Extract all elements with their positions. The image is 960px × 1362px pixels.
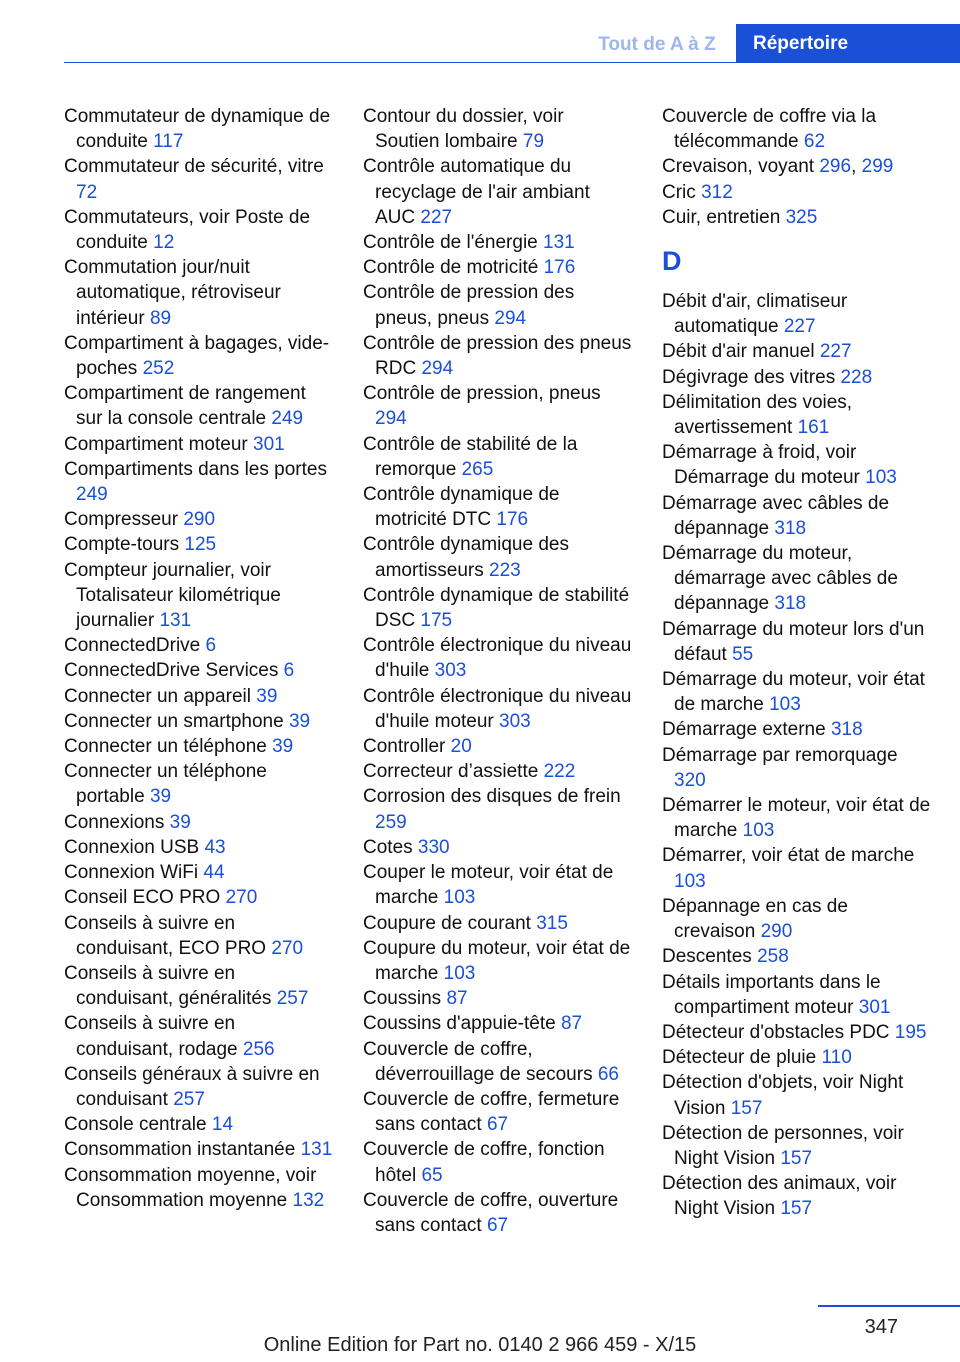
index-term: Détecteur d'obstacles PDC [662, 1021, 890, 1043]
index-term: Compteur journalier, voir Totalisateur kilométrique journalier [64, 559, 281, 632]
index-entry [64, 255, 334, 331]
index-term: Connexion USB [64, 836, 200, 858]
index-entry [64, 734, 334, 759]
index-term: ConnectedDrive [64, 635, 201, 657]
index-term: Détection de personnes, voir Night Vision [662, 1122, 904, 1169]
page-link[interactable]: 318 [774, 593, 807, 615]
page-link[interactable]: 290 [183, 509, 216, 531]
page-link[interactable]: 39 [149, 786, 172, 808]
page-link[interactable]: 227 [783, 316, 816, 338]
page-link[interactable]: 43 [204, 836, 226, 858]
index-entry [363, 860, 633, 910]
index-term: Connexions [64, 811, 165, 833]
index-entry [662, 365, 932, 390]
index-entry [64, 205, 334, 255]
page-link[interactable]: 131 [543, 232, 575, 254]
page-link[interactable]: 157 [730, 1097, 763, 1119]
page-link[interactable]: 290 [760, 921, 793, 943]
index-entry [662, 1070, 932, 1120]
page-link[interactable]: 157 [780, 1147, 813, 1169]
index-term: Démarrage du moteur, démarrage avec câbles de dépannage [662, 543, 898, 615]
index-entry [662, 1045, 932, 1070]
page-link[interactable]: 14 [211, 1114, 234, 1136]
index-entry [64, 532, 334, 557]
index-term: Dégivrage des vitres [662, 366, 836, 388]
index-term: Correcteur d’assiette [363, 761, 539, 783]
index-entry [662, 970, 932, 1020]
index-entry [363, 381, 633, 431]
index-term: Crevaison, voyant [662, 156, 815, 178]
page-link[interactable]: 6 [205, 635, 217, 657]
index-entry [363, 784, 633, 834]
index-entry [64, 684, 334, 709]
page-link[interactable]: 299 [861, 156, 894, 178]
index-term: Contrôle électronique du niveau d'huile moteur [363, 685, 632, 732]
index-entry [363, 1137, 633, 1187]
index-term: Contrôle de motricité [363, 257, 539, 279]
index-term: Coupure du moteur, voir état de marche [363, 937, 631, 984]
index-term: Commutateurs, voir Poste de conduite [64, 206, 311, 254]
index-entry [363, 1037, 633, 1087]
index-term: Contrôle dynamique des amortisseurs [363, 534, 569, 581]
index-term: Délimitation des voies, avertissement [662, 391, 853, 439]
index-term: Contrôle dynamique de stabilité DSC [363, 584, 630, 632]
index-entry [662, 104, 932, 154]
page-number: 347 [864, 1316, 898, 1338]
page-link[interactable]: 65 [421, 1164, 443, 1186]
page-link[interactable]: 79 [522, 131, 545, 153]
page-link[interactable]: 67 [486, 1114, 509, 1136]
index-term: Conseils généraux à suivre en conduisant [64, 1063, 320, 1110]
index-term: Démarrage à froid, voir Démarrage du moteur [662, 442, 860, 489]
index-term: Contrôle de stabilité de la remorque [363, 433, 578, 480]
index-term: Contour du dossier, voir Soutien lombaire [363, 106, 564, 153]
index-term: Corrosion des disques de frein [363, 786, 621, 808]
index-entry [363, 1188, 633, 1238]
page-link[interactable]: 195 [894, 1021, 927, 1043]
page-link[interactable]: 103 [865, 467, 897, 489]
page-link[interactable]: 66 [597, 1063, 619, 1085]
index-term: Conseils à suivre en conduisant, généralités [64, 962, 272, 1010]
index-term: Démarrage avec câbles de dépannage [662, 492, 890, 539]
page-link[interactable]: 131 [300, 1139, 333, 1161]
page-link[interactable]: 176 [543, 257, 576, 279]
section-letter: D [662, 246, 682, 277]
index-entry [64, 1163, 334, 1213]
index-entry [64, 381, 334, 431]
index-term: Détecteur de pluie [662, 1047, 817, 1069]
index-term: Débit d'air, climatiseur automatique [662, 291, 848, 338]
index-entry [363, 734, 633, 759]
tab-tout-de-a-a-z[interactable]: Tout de A à Z [598, 34, 716, 55]
page-link[interactable]: 39 [169, 811, 191, 833]
index-column-1 [64, 104, 334, 1213]
page-link[interactable]: 125 [184, 534, 217, 556]
page-link[interactable]: 315 [536, 912, 568, 934]
index-term: Détection d'objets, voir Night Vision [662, 1072, 904, 1119]
page-link[interactable]: 20 [450, 736, 472, 758]
index-entry [363, 482, 633, 532]
index-entry [64, 658, 334, 683]
page-link[interactable]: 270 [271, 937, 304, 959]
index-term: Coupure de courant [363, 912, 531, 934]
tab-repertoire[interactable]: Répertoire [736, 24, 960, 63]
page-link[interactable]: 72 [76, 181, 98, 203]
index-term: Détails importants dans le compartiment moteur [662, 971, 881, 1018]
index-entry [363, 104, 633, 154]
index-term: Débit d'air manuel [662, 341, 815, 363]
page-link[interactable]: 228 [840, 366, 873, 388]
edition-footer: Online Edition for Part no. 0140 2 966 459 - X/15 [263, 1334, 697, 1356]
page-link[interactable]: 296 [819, 156, 852, 178]
page-link[interactable]: 103 [674, 870, 706, 892]
index-entry [662, 617, 932, 667]
index-entry [662, 1171, 932, 1221]
page-link[interactable]: 132 [292, 1189, 325, 1211]
index-term: Commutateur de dynamique de conduite [64, 106, 331, 153]
index-term: Dépannage en cas de crevaison [662, 895, 848, 943]
index-entry [64, 810, 334, 835]
page-link[interactable]: 303 [434, 660, 467, 682]
page-link[interactable]: 249 [76, 484, 108, 506]
index-entry [662, 743, 932, 793]
index-term: Conseil ECO PRO [64, 887, 221, 909]
index-term: Contrôle dynamique de motricité DTC [363, 484, 560, 531]
page-link[interactable]: 157 [780, 1198, 813, 1220]
index-term: Consommation moyenne, voir Consommation moyenne [64, 1164, 317, 1211]
page-link[interactable]: 294 [494, 307, 527, 329]
index-term: Démarrer, voir état de marche [662, 845, 915, 867]
index-term: ConnectedDrive Services [64, 660, 279, 682]
index-entry [64, 558, 334, 634]
index-entry [363, 331, 633, 381]
page-link[interactable]: 256 [242, 1038, 275, 1060]
index-entry [662, 390, 932, 440]
page-link[interactable]: 227 [819, 341, 852, 363]
index-entry [662, 894, 932, 944]
index-term: Connecter un téléphone [64, 736, 267, 758]
index-entry [363, 936, 633, 986]
index-entry [363, 280, 633, 330]
page-link[interactable]: 117 [153, 131, 184, 153]
index-entry [363, 230, 633, 255]
index-term: Couvercle de coffre, ouverture sans contact [363, 1189, 619, 1236]
index-term: Cuir, entretien [662, 206, 781, 228]
index-entry [662, 440, 932, 490]
index-term: Commutation jour/nuit automatique, rétroviseur intérieur [64, 257, 281, 329]
index-entry [363, 835, 633, 860]
index-term: Consommation instantanée [64, 1139, 296, 1161]
index-term: Cric [662, 181, 696, 203]
page-link[interactable]: 62 [803, 131, 826, 153]
index-term: Couvercle de coffre via la télécommande [662, 106, 877, 153]
page-link[interactable]: 249 [271, 408, 304, 430]
index-entry [363, 633, 633, 683]
index-entry [363, 154, 633, 230]
page-link[interactable]: 252 [142, 358, 175, 380]
page-link[interactable]: 103 [443, 887, 476, 909]
page-link[interactable]: 12 [153, 232, 175, 254]
index-entry [64, 507, 334, 532]
page-link[interactable]: 161 [797, 417, 830, 439]
index-entry [64, 1112, 334, 1137]
index-term: Descentes [662, 946, 752, 968]
index-entry [662, 180, 932, 205]
index-entry [662, 1121, 932, 1171]
index-entry [363, 759, 633, 784]
page-link[interactable]: 103 [443, 962, 476, 984]
page-link[interactable]: 39 [288, 710, 311, 732]
page-link[interactable]: 67 [486, 1214, 509, 1236]
index-entry [64, 860, 334, 885]
index-term: Contrôle de pression des pneus, pneus [363, 282, 575, 329]
index-term: Cotes [363, 836, 413, 858]
index-entry [363, 986, 633, 1011]
page-link[interactable]: 303 [499, 710, 531, 732]
index-entry [64, 1011, 334, 1061]
page-link[interactable]: 227 [420, 206, 453, 228]
page-link[interactable]: 330 [417, 836, 450, 858]
index-column-2 [363, 104, 633, 1238]
index-entry [64, 154, 334, 204]
index-term: Compartiment moteur [64, 433, 248, 455]
index-term: Couper le moteur, voir état de marche [363, 862, 614, 909]
index-term: Démarrage par remorquage [662, 744, 898, 766]
index-term: Conseils à suivre en conduisant, ECO PRO [64, 912, 267, 959]
index-entry [363, 583, 633, 633]
page-link[interactable]: 265 [461, 458, 494, 480]
index-entry [64, 885, 334, 910]
page-link[interactable]: 294 [421, 358, 454, 380]
index-entry [64, 709, 334, 734]
page-link[interactable]: 223 [489, 559, 521, 581]
index-term: Connecter un téléphone portable [64, 761, 267, 808]
page-link[interactable]: 257 [276, 988, 309, 1010]
index-entry [662, 289, 932, 339]
page-link[interactable]: 39 [272, 736, 294, 758]
index-column-3 [662, 104, 932, 1222]
index-term: Démarrage du moteur, voir état de marche [662, 669, 925, 716]
page-link[interactable]: 325 [785, 206, 818, 228]
index-term: Contrôle de pression des pneus RDC [363, 332, 632, 380]
page-link[interactable]: 301 [858, 996, 891, 1018]
index-entry [64, 835, 334, 860]
page-link[interactable]: 176 [496, 509, 529, 531]
index-entry [662, 843, 932, 893]
index-entry [662, 1020, 932, 1045]
index-term: Compartiment à bagages, vide-poches [64, 332, 330, 380]
index-entry [662, 541, 932, 617]
index-entry [64, 961, 334, 1011]
index-term: Contrôle de pression, pneus [363, 383, 601, 405]
index-entry [64, 457, 334, 507]
index-term: Contrôle électronique du niveau d'huile [363, 635, 632, 682]
index-term: Compartiments dans les portes [64, 458, 327, 480]
index-entry [662, 339, 932, 364]
index-entry [662, 717, 932, 742]
page-link[interactable]: 318 [774, 517, 807, 539]
index-term: Commutateur de sécurité, vitre [64, 156, 324, 178]
index-entry [363, 911, 633, 936]
page-link[interactable]: 87 [446, 988, 468, 1010]
index-term: Couvercle de coffre, déverrouillage de secours [363, 1038, 593, 1085]
page-link[interactable]: 6 [283, 660, 295, 682]
page-link[interactable]: 131 [159, 610, 192, 632]
index-entry [662, 793, 932, 843]
index-term: Couvercle de coffre, fonction hôtel [363, 1139, 605, 1186]
index-term: Coussins d'appuie-tête [363, 1013, 556, 1035]
page-link[interactable]: 301 [253, 433, 285, 455]
page-link[interactable]: 270 [225, 887, 258, 909]
page-link[interactable]: 44 [203, 862, 225, 884]
footer-rule [818, 1305, 960, 1307]
index-entry [64, 331, 334, 381]
index-term: Compresseur [64, 509, 179, 531]
page-link[interactable]: 294 [375, 408, 407, 430]
page-link[interactable]: 87 [560, 1013, 583, 1035]
index-term: Couvercle de coffre, fermeture sans contact [363, 1088, 620, 1136]
index-entry [363, 1011, 633, 1036]
index-entry [363, 532, 633, 582]
index-entry [363, 684, 633, 734]
page-link[interactable]: 320 [674, 769, 706, 791]
index-term: Connecter un appareil [64, 685, 251, 707]
index-term: Compte-tours [64, 534, 180, 556]
page-link[interactable]: 103 [769, 694, 801, 716]
index-entry [64, 432, 334, 457]
index-entry [64, 759, 334, 809]
page-link[interactable]: 175 [420, 610, 453, 632]
index-term: Connexion WiFi [64, 862, 199, 884]
page-link[interactable]: 39 [256, 685, 278, 707]
index-term: Démarrage du moteur lors d'un défaut [662, 618, 925, 665]
index-term: Contrôle automatique du recyclage de l'air ambiant AUC [363, 156, 590, 228]
page-link[interactable]: 259 [375, 811, 407, 833]
index-entry [64, 1137, 334, 1162]
index-term: Compartiment de rangement sur la console centrale [64, 383, 306, 430]
index-entry [363, 1087, 633, 1137]
index-term: Coussins [363, 988, 442, 1010]
index-term: Conseils à suivre en conduisant, rodage [64, 1013, 238, 1060]
index-entry [64, 633, 334, 658]
page-link[interactable]: 110 [821, 1047, 852, 1069]
page-link[interactable]: 89 [149, 307, 172, 329]
index-term: Connecter un smartphone [64, 710, 284, 732]
index-term: Controller [363, 736, 446, 758]
index-entry [64, 1062, 334, 1112]
index-entry: Crevaison, voyant 296, 299 [662, 156, 894, 178]
index-entry [662, 491, 932, 541]
page-link[interactable]: 257 [173, 1088, 205, 1110]
index-term: Console centrale [64, 1114, 207, 1136]
index-term: Démarrage externe [662, 719, 826, 741]
page-link[interactable]: 222 [543, 761, 576, 783]
index-entry [662, 667, 932, 717]
page-link[interactable]: 103 [742, 820, 775, 842]
index-entry [64, 911, 334, 961]
index-entry [662, 944, 932, 969]
index-entry [64, 104, 334, 154]
page-link[interactable]: 55 [732, 643, 754, 665]
index-entry [363, 432, 633, 482]
index-term: Démarrer le moteur, voir état de marche [662, 795, 931, 842]
index-term: Détection des animaux, voir Night Vision [662, 1173, 897, 1220]
index-entry [662, 205, 932, 230]
page-link[interactable]: 312 [701, 181, 733, 203]
page-link[interactable]: 318 [830, 719, 863, 741]
page-link[interactable]: 258 [757, 946, 789, 968]
index-entry [363, 255, 633, 280]
index-term: Contrôle de l'énergie [363, 232, 538, 254]
